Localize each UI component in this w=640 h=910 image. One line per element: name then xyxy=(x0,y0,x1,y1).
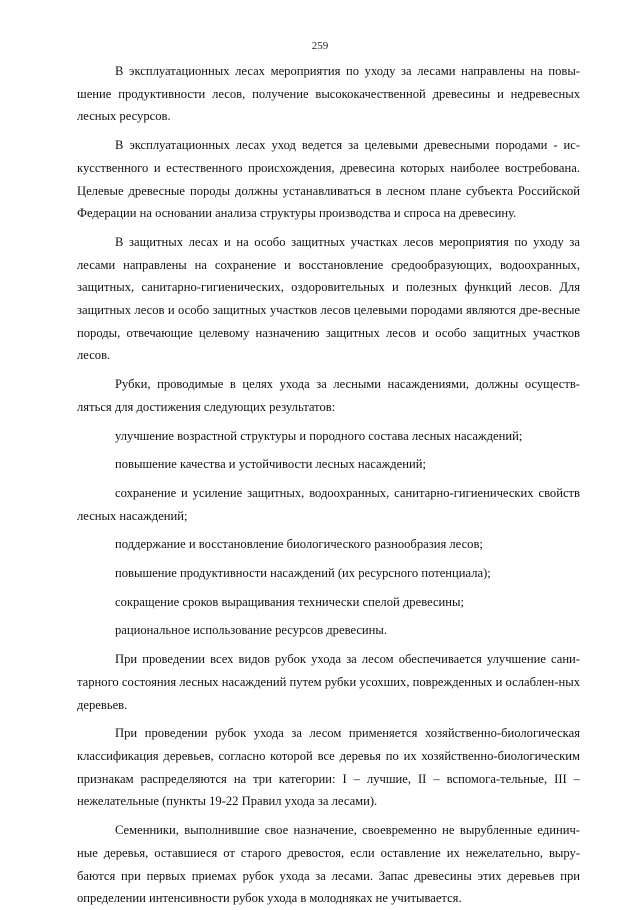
paragraph: Семенники, выполнившие свое назначение, своевременно не вырубленные единич-ные деревья, оставшиеся от старого древостоя, если оставление их нежелательно, выру-баются при первых приемах рубок ухода за лесами. Запас древесины этих деревьев при определении интенсивности рубок ухода в молодняках не учитывается. xyxy=(77,823,580,906)
page-body xyxy=(77,60,580,910)
paragraph: При проведении рубок ухода за лесом применяется хозяйственно-биологическая классификация деревьев, согласно которой все деревья по их хозяйственно-биологическим признакам распределяются на три категории: I – лучшие, II – вспомога-тельные, III – нежелательные (пункты 19-22 Правил ухода за лесами). xyxy=(77,726,580,809)
list-item: сохранение и усиление защитных, водоохранных, санитарно-гигиенических свойств лесных насаждений; xyxy=(77,485,580,523)
paragraph: Рубки, проводимые в целях ухода за лесными насаждениями, должны осуществ-ляться для достижения следующих результатов: xyxy=(77,377,580,414)
paragraph: В эксплуатационных лесах уход ведется за целевыми древесными породами - ис-кусственного и естественного происхождения, древесина которых наиболее востребована. Целевые древесные породы должны устанавливаться в лесном плане субъекта Российской Федерации на основании анализа структуры производства и спроса на древесину. xyxy=(77,138,580,221)
list-item: поддержание и восстановление биологического разнообразия лесов; xyxy=(115,537,483,552)
list-item: улучшение возрастной структуры и породного состава лесных насаждений; xyxy=(115,428,523,443)
list-item: повышение продуктивности насаждений (их ресурсного потенциала); xyxy=(115,566,491,581)
paragraph: В эксплуатационных лесах мероприятия по уходу за лесами направлены на повы-шение продуктивности лесов, получение высококачественной древесины и недревесных лесных ресурсов. xyxy=(77,64,580,124)
paragraph: В защитных лесах и на особо защитных участках лесов мероприятия по уходу за лесами направлены на сохранение и восстановление средообразующих, водоохранных, защитных, санитарно-гигиенических, оздоровительных и полезных функций лесов. Для защитных лесов и особо защитных участков лесов целевыми породами являются дре-весные породы, отвечающие целевому назначению защитных лесов и особо защитных участков лесов. xyxy=(77,234,580,363)
list-item: сокращение сроков выращивания технически спелой древесины; xyxy=(115,594,464,609)
list-item: повышение качества и устойчивости лесных насаждений; xyxy=(115,457,426,472)
paragraph: При проведении всех видов рубок ухода за лесом обеспечивается улучшение сани-тарного состояния лесных насаждений путем рубки усохших, поврежденных и ослаблен-ных деревьев. xyxy=(77,652,580,712)
page-number: 259 xyxy=(311,40,329,52)
list-item: рациональное использование ресурсов древесины. xyxy=(115,623,388,638)
